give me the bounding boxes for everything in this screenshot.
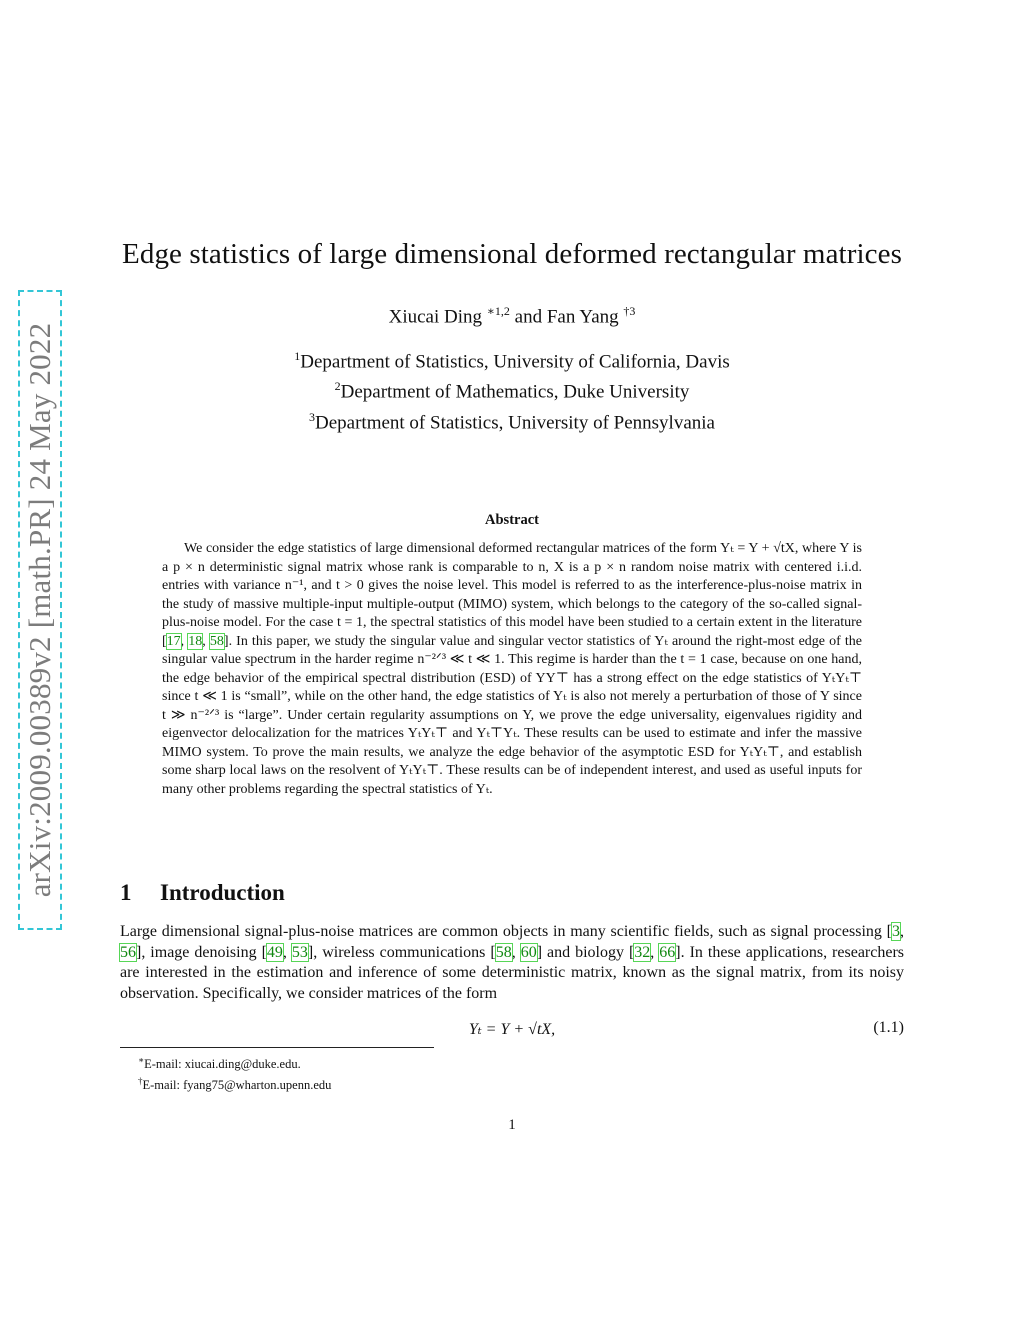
abstract-heading: Abstract — [485, 512, 539, 528]
author-name: Fan Yang — [546, 306, 619, 328]
affiliation — [0, 374, 1024, 404]
footnote — [138, 1073, 331, 1094]
intro-text: . In these applications, researchers are interested in the estimation and inference of some deterministic matrix, known as the signal matrix, from its noisy observation. Specifically, we consider matrices of the form — [120, 943, 905, 1002]
arxiv-identifier: arXiv:2009.00389v2 [math.PR] 24 May 2022 — [22, 322, 57, 898]
intro-text: Large dimensional signal-plus-noise matrices are common objects in many scientific fields, such as signal processing — [120, 923, 887, 940]
citation-link[interactable]: 60 — [520, 943, 537, 961]
citation-link[interactable]: 49 — [266, 943, 283, 961]
citation-link[interactable]: 32 — [634, 943, 651, 961]
equation-body: Yₜ = Y + √tX, — [468, 1021, 556, 1038]
author-mark: ∗1,2 — [486, 304, 510, 318]
affiliations — [0, 344, 1024, 435]
citation-link[interactable]: 56 — [120, 943, 136, 961]
affiliation-mark: 3 — [309, 409, 315, 424]
abstract-paragraph: We consider the edge statistics of large dimensional deformed rectangular matrices of the form Yₜ = Y + √tX, where Y is a p × n deterministic signal matrix whose rank is comparable to n, X is a p × n random noise matrix with centered i.i.d. entries with variance n⁻¹, and t > 0 gives the noise level. This model is referred to as the interference-plus-noise matrix in the study of massive multiple-input multiple-output (MIMO) system, which belongs to the category of the so-called signal-plus-noise model. For the case t = 1, the spectral statistics of this model have been studied to a certain extent in the literature [17, 18, 58]. In this paper, we study the singular value and singular vector statistics of Yₜ around the right-most edge of the singular value spectrum in the harder regime n⁻²ᐟ³ ≪ t ≪ 1. This regime is harder than the t = 1 case, because on one hand, the edge behavior of the empirical spectral distribution (ESD) of YY⊤ has a strong effect on the edge statistics of YₜYₜ⊤ since t ≪ 1 is “small”, while on the other hand, the edge statistics of Yₜ is also not merely a perturbation of those of Y since t ≫ n⁻²ᐟ³ is “large”. Under certain regularity assumptions on Y, we prove the edge universality, eigenvalues rigidity and eigenvector delocalization for the matrices YₜYₜ⊤ and Yₜ⊤Yₜ. These results can be used to estimate and infer the massive MIMO system. To prove the main results, we analyze the edge behavior of the asymptotic ESD for YₜYₜ⊤, and establish some sharp local laws on the resolvent of YₜYₜ⊤. These results can be of independent interest, and used as useful inputs for many other problems regarding the spectral statistics of Yₜ. — [162, 541, 862, 797]
author-mark: †3 — [623, 304, 636, 318]
equation-number: (1.1) — [873, 1019, 904, 1036]
abstract-body — [162, 540, 862, 799]
affiliation-mark: 2 — [334, 379, 341, 394]
author-joiner: and — [514, 306, 543, 328]
footnote-mark: ∗ — [138, 1055, 145, 1065]
abstract-text: We consider the edge statistics of large dimensional deformed rectangular matrices of the form Yₜ = Y + √tX, where Y is a p × n deterministic signal matrix whose rank is comparable to n, X is a p × n random noise matrix with centered i.i.d. entries with variance n⁻¹, and t > 0 gives the noise level. This model is referred to as the interference-plus-noise matrix in the study of massive multiple-input multiple-output (MIMO) system, which belongs to the category of the so-called signal-plus-noise model. For the case t = 1, the spectral statistics of this model have been studied to a certain extent in the literature — [162, 541, 862, 630]
author-line — [0, 304, 1024, 328]
affiliation — [0, 344, 1024, 374]
footnote-text: E-mail: fyang75@wharton.upenn.edu — [142, 1078, 332, 1093]
paper-title: Edge statistics of large dimensional deformed rectangular matrices — [122, 238, 902, 270]
affiliation — [0, 405, 1024, 435]
footnotes — [138, 1052, 331, 1094]
intro-text: and biology — [542, 943, 629, 961]
section-heading — [120, 880, 285, 906]
affiliation-text: Department of Statistics, University of California, Davis — [300, 351, 730, 373]
footnote-rule — [120, 1047, 434, 1048]
intro-text: , wireless communications — [313, 943, 491, 961]
section-title: Introduction — [160, 880, 285, 905]
intro-body — [120, 922, 904, 1004]
citation-link[interactable]: 53 — [291, 943, 308, 961]
citation-link[interactable]: 58 — [209, 633, 224, 649]
citation-link[interactable]: 17 — [166, 633, 181, 649]
citation-link[interactable]: 18 — [188, 633, 203, 649]
footnote-text: E-mail: xiucai.ding@duke.edu. — [144, 1057, 301, 1072]
page-number: 1 — [508, 1117, 516, 1133]
abstract-text: . In this paper, we study the singular value and singular vector statistics of Yₜ around the right-most edge of the singular value spectrum in the harder regime n⁻²ᐟ³ ≪ t ≪ 1. This regime is harder than the t = 1 case, because on one hand, the edge behavior of the empirical spectral distribution (ESD) of YY⊤ has a strong effect on the edge statistics of YₜYₜ⊤ since t ≪ 1 is “small”, while on the other hand, the edge statistics of Yₜ is also not merely a perturbation of those of Y since t ≫ n⁻²ᐟ³ is “large”. Under certain regularity assumptions on Y, we prove the edge universality, eigenvalues rigidity and eigenvector delocalization for the matrices YₜYₜ⊤ and Yₜ⊤Yₜ. These results can be used to estimate and infer the massive MIMO system. To prove the main results, we analyze the edge behavior of the asymptotic ESD for YₜYₜ⊤, and establish some sharp local laws on the resolvent of YₜYₜ⊤. These results can be of independent interest, and used as useful inputs for many other problems regarding the spectral statistics of Yₜ. — [162, 633, 862, 797]
footnote — [138, 1052, 331, 1073]
citation-link[interactable]: 66 — [659, 943, 676, 961]
section-number: 1 — [120, 880, 132, 905]
affiliation-text: Department of Statistics, University of Pennsylvania — [315, 411, 715, 433]
intro-paragraph: Large dimensional signal-plus-noise matrices are common objects in many scientific fields, such as signal processing [3, 56], image denoising [49, 53], wireless communications [58, 60] and biology [32, 66]. In these applications, researchers are interested in the estimation and inference of some deterministic matrix, known as the signal matrix, from its noisy observation. Specifically, we consider matrices of the form — [120, 923, 905, 1002]
citation-link[interactable]: 58 — [495, 943, 512, 961]
intro-text: , image denoising — [141, 943, 262, 961]
affiliation-mark: 1 — [294, 349, 301, 363]
citation-link[interactable]: 3 — [892, 923, 900, 940]
affiliation-text: Department of Mathematics, Duke University — [340, 381, 690, 403]
author-name: Xiucai Ding — [388, 306, 482, 328]
footnote-mark: † — [138, 1076, 143, 1087]
